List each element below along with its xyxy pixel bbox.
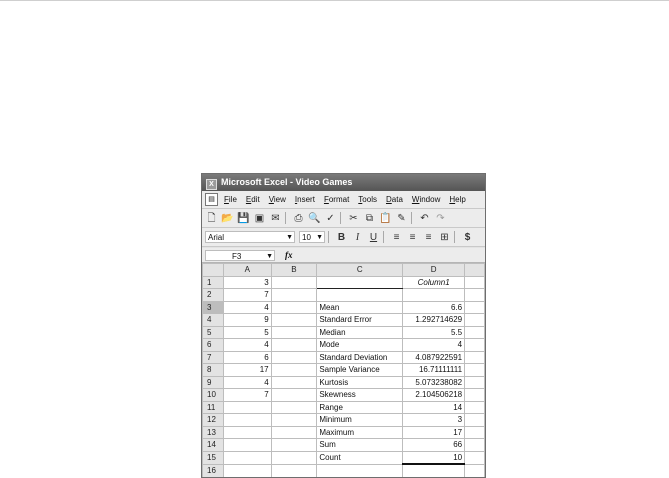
cell-b[interactable] bbox=[271, 314, 317, 327]
cell-c[interactable]: Standard Deviation bbox=[317, 351, 403, 364]
cell-e[interactable] bbox=[465, 289, 485, 302]
cell-a[interactable] bbox=[223, 426, 271, 439]
cell-d[interactable]: 3 bbox=[403, 414, 465, 427]
cell-b[interactable] bbox=[271, 276, 317, 289]
cell-c[interactable] bbox=[317, 289, 403, 302]
cell-b[interactable] bbox=[271, 351, 317, 364]
currency-button[interactable]: $ bbox=[464, 231, 471, 243]
cell-d[interactable]: 4 bbox=[403, 339, 465, 352]
row-header[interactable]: 1 bbox=[203, 276, 224, 289]
menu-insert[interactable]: Insert bbox=[294, 195, 315, 204]
merge-center-icon[interactable]: ⊞ bbox=[440, 231, 449, 243]
toolbar-separator bbox=[328, 231, 329, 243]
cell-d[interactable]: 5.5 bbox=[403, 326, 465, 339]
cell-a[interactable]: 7 bbox=[223, 289, 271, 302]
cell-d[interactable]: 66 bbox=[403, 439, 465, 452]
font-name-select[interactable] bbox=[205, 231, 295, 243]
row-header[interactable]: 10 bbox=[203, 389, 224, 402]
table-row bbox=[203, 401, 485, 414]
menu-file[interactable]: File bbox=[224, 195, 237, 204]
cell-c[interactable] bbox=[317, 464, 403, 477]
workbook-icon[interactable]: ▤ bbox=[205, 193, 218, 206]
cell-b[interactable] bbox=[271, 376, 317, 389]
cell-b[interactable] bbox=[271, 389, 317, 402]
column-header-row bbox=[203, 264, 485, 277]
cell-d[interactable]: 4.087922591 bbox=[403, 351, 465, 364]
chevron-down-icon: ▼ bbox=[316, 234, 323, 241]
toolbar-separator bbox=[454, 231, 455, 243]
cell-c[interactable]: Sample Variance bbox=[317, 364, 403, 377]
bold-button[interactable]: B bbox=[337, 231, 346, 243]
cell-d[interactable]: Column1 bbox=[403, 276, 465, 289]
cell-a[interactable]: 5 bbox=[223, 326, 271, 339]
paste-icon[interactable]: 📋 bbox=[379, 212, 392, 224]
cell-b[interactable] bbox=[271, 414, 317, 427]
toolbar-separator bbox=[411, 212, 412, 224]
cell-a[interactable] bbox=[223, 451, 271, 464]
row-header[interactable]: 7 bbox=[203, 351, 224, 364]
align-right-icon[interactable]: ≡ bbox=[425, 231, 432, 243]
cell-e[interactable] bbox=[465, 364, 485, 377]
table-row bbox=[203, 426, 485, 439]
column-header-a[interactable]: A bbox=[223, 264, 271, 277]
excel-window bbox=[201, 173, 486, 478]
column-header-c[interactable]: C bbox=[317, 264, 403, 277]
cell-a[interactable] bbox=[223, 439, 271, 452]
insert-function-icon[interactable]: fx bbox=[285, 250, 293, 260]
cell-c[interactable]: Median bbox=[317, 326, 403, 339]
open-icon[interactable]: 📂 bbox=[221, 212, 234, 224]
underline-button[interactable]: U bbox=[369, 231, 378, 243]
cell-a[interactable] bbox=[223, 414, 271, 427]
menu-format[interactable]: Format bbox=[323, 195, 350, 204]
cell-a[interactable]: 4 bbox=[223, 301, 271, 314]
font-size-select[interactable] bbox=[299, 231, 325, 243]
spreadsheet-grid bbox=[202, 263, 485, 477]
toolbar-separator bbox=[285, 212, 286, 224]
chevron-down-icon: ▼ bbox=[266, 252, 273, 260]
undo-icon[interactable]: ↶ bbox=[420, 212, 429, 224]
italic-button[interactable]: I bbox=[355, 231, 360, 243]
save-icon[interactable]: 💾 bbox=[237, 212, 250, 224]
table-row bbox=[203, 389, 485, 402]
cell-c[interactable]: Sum bbox=[317, 439, 403, 452]
formatting-toolbar bbox=[202, 228, 485, 247]
align-center-icon[interactable]: ≡ bbox=[409, 231, 416, 243]
column-header-e[interactable] bbox=[465, 264, 485, 277]
cell-d[interactable]: 14 bbox=[403, 401, 465, 414]
cell-d[interactable]: 16.71111111 bbox=[403, 364, 465, 377]
cell-a[interactable]: 3 bbox=[223, 276, 271, 289]
cell-e[interactable] bbox=[465, 426, 485, 439]
table-row bbox=[203, 439, 485, 452]
cell-a[interactable] bbox=[223, 464, 271, 477]
cell-d[interactable]: 6.6 bbox=[403, 301, 465, 314]
cell-b[interactable] bbox=[271, 401, 317, 414]
copy-icon[interactable]: ⧉ bbox=[365, 212, 374, 224]
row-header[interactable]: 11 bbox=[203, 401, 224, 414]
cell-e[interactable] bbox=[465, 301, 485, 314]
cell-d[interactable] bbox=[403, 464, 465, 477]
table-row bbox=[203, 376, 485, 389]
table-row bbox=[203, 464, 485, 477]
cut-icon[interactable]: ✂ bbox=[349, 212, 358, 224]
cell-a[interactable]: 6 bbox=[223, 351, 271, 364]
table-row bbox=[203, 289, 485, 302]
title-bar[interactable] bbox=[202, 174, 485, 191]
cell-e[interactable] bbox=[465, 439, 485, 452]
cell-e[interactable] bbox=[465, 414, 485, 427]
cell-b[interactable] bbox=[271, 464, 317, 477]
cell-e[interactable] bbox=[465, 464, 485, 477]
redo-icon[interactable]: ↷ bbox=[436, 212, 445, 224]
format-painter-icon[interactable]: ✎ bbox=[397, 212, 406, 224]
cell-b[interactable] bbox=[271, 439, 317, 452]
spelling-icon[interactable]: ✓ bbox=[326, 212, 335, 224]
permission-icon[interactable]: ▣ bbox=[254, 212, 265, 224]
row-header[interactable]: 13 bbox=[203, 426, 224, 439]
cell-b[interactable] bbox=[271, 451, 317, 464]
chevron-down-icon: ▼ bbox=[286, 234, 293, 241]
new-icon[interactable]: 🗋 bbox=[207, 212, 216, 224]
column-header-d[interactable]: D bbox=[403, 264, 465, 277]
cell-c[interactable]: Range bbox=[317, 401, 403, 414]
select-all-corner[interactable] bbox=[203, 264, 224, 277]
font-name-value: Arial bbox=[208, 233, 225, 242]
cell-d[interactable]: 5.073238082 bbox=[403, 376, 465, 389]
cell-a[interactable]: 4 bbox=[223, 339, 271, 352]
print-preview-icon[interactable]: 🔍 bbox=[308, 212, 321, 224]
cell-c[interactable]: Maximum bbox=[317, 426, 403, 439]
cell-b[interactable] bbox=[271, 301, 317, 314]
cell-c[interactable]: Mean bbox=[317, 301, 403, 314]
cell-d[interactable]: 2.104506218 bbox=[403, 389, 465, 402]
cell-e[interactable] bbox=[465, 351, 485, 364]
cell-d[interactable]: 1.292714629 bbox=[403, 314, 465, 327]
cell-a[interactable]: 7 bbox=[223, 389, 271, 402]
row-header[interactable]: 4 bbox=[203, 314, 224, 327]
cell-b[interactable] bbox=[271, 326, 317, 339]
cell-c[interactable]: Minimum bbox=[317, 414, 403, 427]
toolbar-separator bbox=[340, 212, 341, 224]
cell-c[interactable] bbox=[317, 276, 403, 289]
cell-e[interactable] bbox=[465, 389, 485, 402]
table-row bbox=[203, 339, 485, 352]
menu-help[interactable]: Help bbox=[449, 195, 466, 204]
cell-e[interactable] bbox=[465, 451, 485, 464]
table-row bbox=[203, 326, 485, 339]
cell-b[interactable] bbox=[271, 339, 317, 352]
cell-a[interactable] bbox=[223, 401, 271, 414]
excel-app-icon: X bbox=[206, 179, 217, 190]
cell-c[interactable]: Kurtosis bbox=[317, 376, 403, 389]
cell-d[interactable]: 10 bbox=[403, 451, 465, 464]
formula-bar bbox=[202, 248, 485, 263]
menu-data[interactable]: Data bbox=[385, 195, 403, 204]
print-icon[interactable]: ⎙ bbox=[294, 212, 303, 224]
row-header[interactable]: 16 bbox=[203, 464, 224, 477]
column-header-b[interactable]: B bbox=[271, 264, 317, 277]
cell-d[interactable]: 17 bbox=[403, 426, 465, 439]
row-header[interactable]: 12 bbox=[203, 414, 224, 427]
cell-e[interactable] bbox=[465, 326, 485, 339]
toolbar-separator bbox=[383, 231, 384, 243]
cell-b[interactable] bbox=[271, 364, 317, 377]
cell-a[interactable]: 17 bbox=[223, 364, 271, 377]
cell-c[interactable]: Standard Error bbox=[317, 314, 403, 327]
menu-bar bbox=[202, 191, 485, 209]
window-title: Microsoft Excel - Video Games bbox=[221, 177, 353, 187]
menu-edit[interactable]: Edit bbox=[245, 195, 260, 204]
cell-e[interactable] bbox=[465, 314, 485, 327]
row-header[interactable]: 9 bbox=[203, 376, 224, 389]
menu-window[interactable]: Window bbox=[411, 195, 441, 204]
cell-e[interactable] bbox=[465, 401, 485, 414]
cell-reference: F3 bbox=[232, 251, 242, 261]
row-header[interactable]: 8 bbox=[203, 364, 224, 377]
cell-b[interactable] bbox=[271, 426, 317, 439]
cell-c[interactable]: Mode bbox=[317, 339, 403, 352]
cell-e[interactable] bbox=[465, 339, 485, 352]
cell-c[interactable]: Skewness bbox=[317, 389, 403, 402]
table-row bbox=[203, 301, 485, 314]
sheet-body bbox=[203, 276, 485, 477]
cell-e[interactable] bbox=[465, 276, 485, 289]
row-header[interactable]: 15 bbox=[203, 451, 224, 464]
row-header[interactable]: 6 bbox=[203, 339, 224, 352]
email-icon[interactable]: ✉ bbox=[271, 212, 280, 224]
cell-c[interactable]: Count bbox=[317, 451, 403, 464]
table-row bbox=[203, 451, 485, 464]
standard-toolbar bbox=[202, 209, 485, 228]
row-header[interactable]: 5 bbox=[203, 326, 224, 339]
cell-a[interactable]: 4 bbox=[223, 376, 271, 389]
row-header[interactable]: 14 bbox=[203, 439, 224, 452]
row-header[interactable]: 3 bbox=[203, 301, 224, 314]
cell-e[interactable] bbox=[465, 376, 485, 389]
font-size-value: 10 bbox=[302, 233, 311, 242]
cell-b[interactable] bbox=[271, 289, 317, 302]
table-row bbox=[203, 276, 485, 289]
cell-d[interactable] bbox=[403, 289, 465, 302]
cell-a[interactable]: 9 bbox=[223, 314, 271, 327]
table-row bbox=[203, 414, 485, 427]
table-row bbox=[203, 364, 485, 377]
align-left-icon[interactable]: ≡ bbox=[393, 231, 400, 243]
spreadsheet-table bbox=[202, 263, 485, 478]
table-row bbox=[203, 351, 485, 364]
table-row bbox=[203, 314, 485, 327]
menu-tools[interactable]: Tools bbox=[358, 195, 377, 204]
row-header[interactable]: 2 bbox=[203, 289, 224, 302]
page-top-rule bbox=[0, 0, 669, 1]
name-box[interactable] bbox=[205, 250, 275, 261]
menu-view[interactable]: View bbox=[268, 195, 286, 204]
